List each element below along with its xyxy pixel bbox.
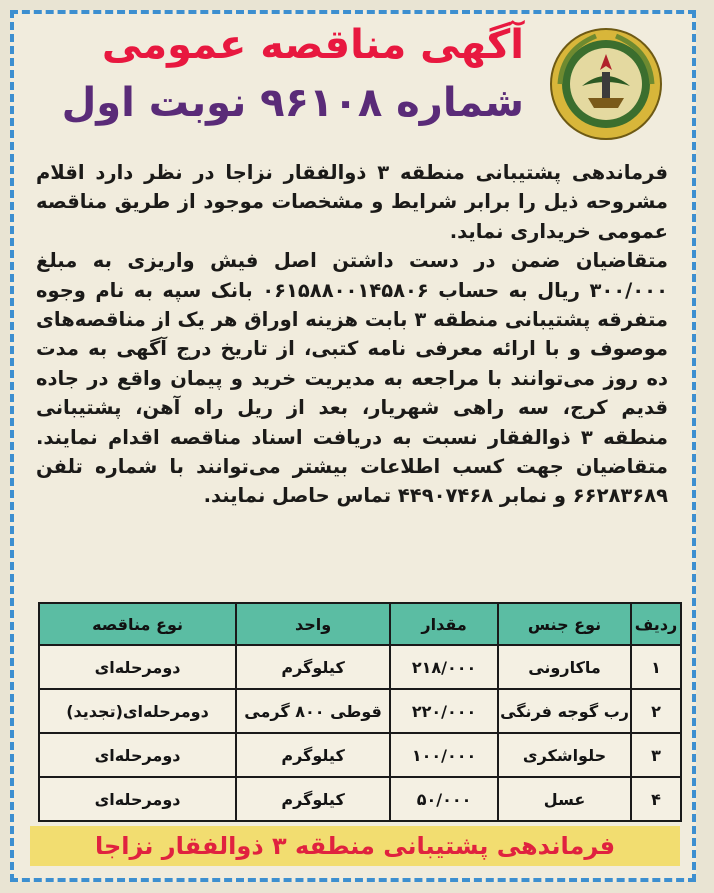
cell-row-number: ۴ bbox=[631, 777, 681, 821]
cell-tender-type: دومرحله‌ای(تجدید) bbox=[39, 689, 236, 733]
cell-quantity: ۵۰/۰۰۰ bbox=[390, 777, 498, 821]
footer-signature: فرماندهی پشتیبانی منطقه ۳ ذوالفقار نزاجا bbox=[30, 826, 680, 866]
cell-unit: کیلوگرم bbox=[236, 733, 390, 777]
notice-title: آگهی مناقصه عمومی bbox=[101, 22, 524, 68]
notice-paragraph-intro: فرماندهی پشتیبانی منطقه ۳ ذوالفقار نزاجا در نظر دارد اقلام مشروحه ذیل را برابر شرایط و مشخصات موجود از طریق مناقصه عمومی خریداری نماید. bbox=[36, 161, 668, 243]
army-emblem-icon bbox=[548, 26, 664, 142]
cell-item: عسل bbox=[498, 777, 631, 821]
cell-unit: کیلوگرم bbox=[236, 777, 390, 821]
cell-row-number: ۱ bbox=[631, 645, 681, 689]
table-row bbox=[39, 645, 681, 689]
notice-body bbox=[36, 158, 668, 511]
table-row bbox=[39, 733, 681, 777]
cell-tender-type: دومرحله‌ای bbox=[39, 733, 236, 777]
cell-row-number: ۲ bbox=[631, 689, 681, 733]
cell-unit: کیلوگرم bbox=[236, 645, 390, 689]
items-table bbox=[38, 602, 682, 822]
header-item: نوع جنس bbox=[498, 603, 631, 645]
cell-unit: قوطی ۸۰۰ گرمی bbox=[236, 689, 390, 733]
cell-tender-type: دومرحله‌ای bbox=[39, 777, 236, 821]
cell-tender-type: دومرحله‌ای bbox=[39, 645, 236, 689]
cell-item: حلواشکری bbox=[498, 733, 631, 777]
header-row-number: ردیف bbox=[631, 603, 681, 645]
cell-quantity: ۱۰۰/۰۰۰ bbox=[390, 733, 498, 777]
cell-quantity: ۲۱۸/۰۰۰ bbox=[390, 645, 498, 689]
cell-item: ماکارونی bbox=[498, 645, 631, 689]
header-tender-type: نوع مناقصه bbox=[39, 603, 236, 645]
cell-item: رب گوجه فرنگی bbox=[498, 689, 631, 733]
table-row bbox=[39, 689, 681, 733]
table-header-row bbox=[39, 603, 681, 645]
table-row bbox=[39, 777, 681, 821]
notice-number: شماره ۹۶۱۰۸ نوبت اول bbox=[61, 80, 524, 126]
header-quantity: مقدار bbox=[390, 603, 498, 645]
notice-paragraph-details: متقاضیان ضمن در دست داشتن اصل فیش واریزی به مبلغ ۳۰۰/۰۰۰ ریال به حساب ۰۶۱۵۸۸۰۰۱۴۵۸۰۶ بانک سپه به نام وجوه متفرقه پشتیبانی منطقه ۳ بابت هزینه اوراق هر یک از مناقصه‌های موصوف و با ارائه معرفی نامه کتبی، از تاریخ درج آگهی به مدت ده روز می‌توانند با مراجعه به مدیریت خرید و پیمان واقع در جاده قدیم کرج، سه راهی شهریار، بعد از ریل راه آهن، پشتیبانی منطقه ۳ ذوالفقار نسبت به دریافت اسناد مناقصه اقدام نمایند. متقاضیان جهت کسب اطلاعات بیشتر می‌توانند با شماره تلفن ۶۶۲۸۳۶۸۹ و نمابر ۴۴۹۰۷۴۶۸ تماس حاصل نمایند. bbox=[36, 249, 669, 508]
header-unit: واحد bbox=[236, 603, 390, 645]
cell-row-number: ۳ bbox=[631, 733, 681, 777]
cell-quantity: ۲۲۰/۰۰۰ bbox=[390, 689, 498, 733]
